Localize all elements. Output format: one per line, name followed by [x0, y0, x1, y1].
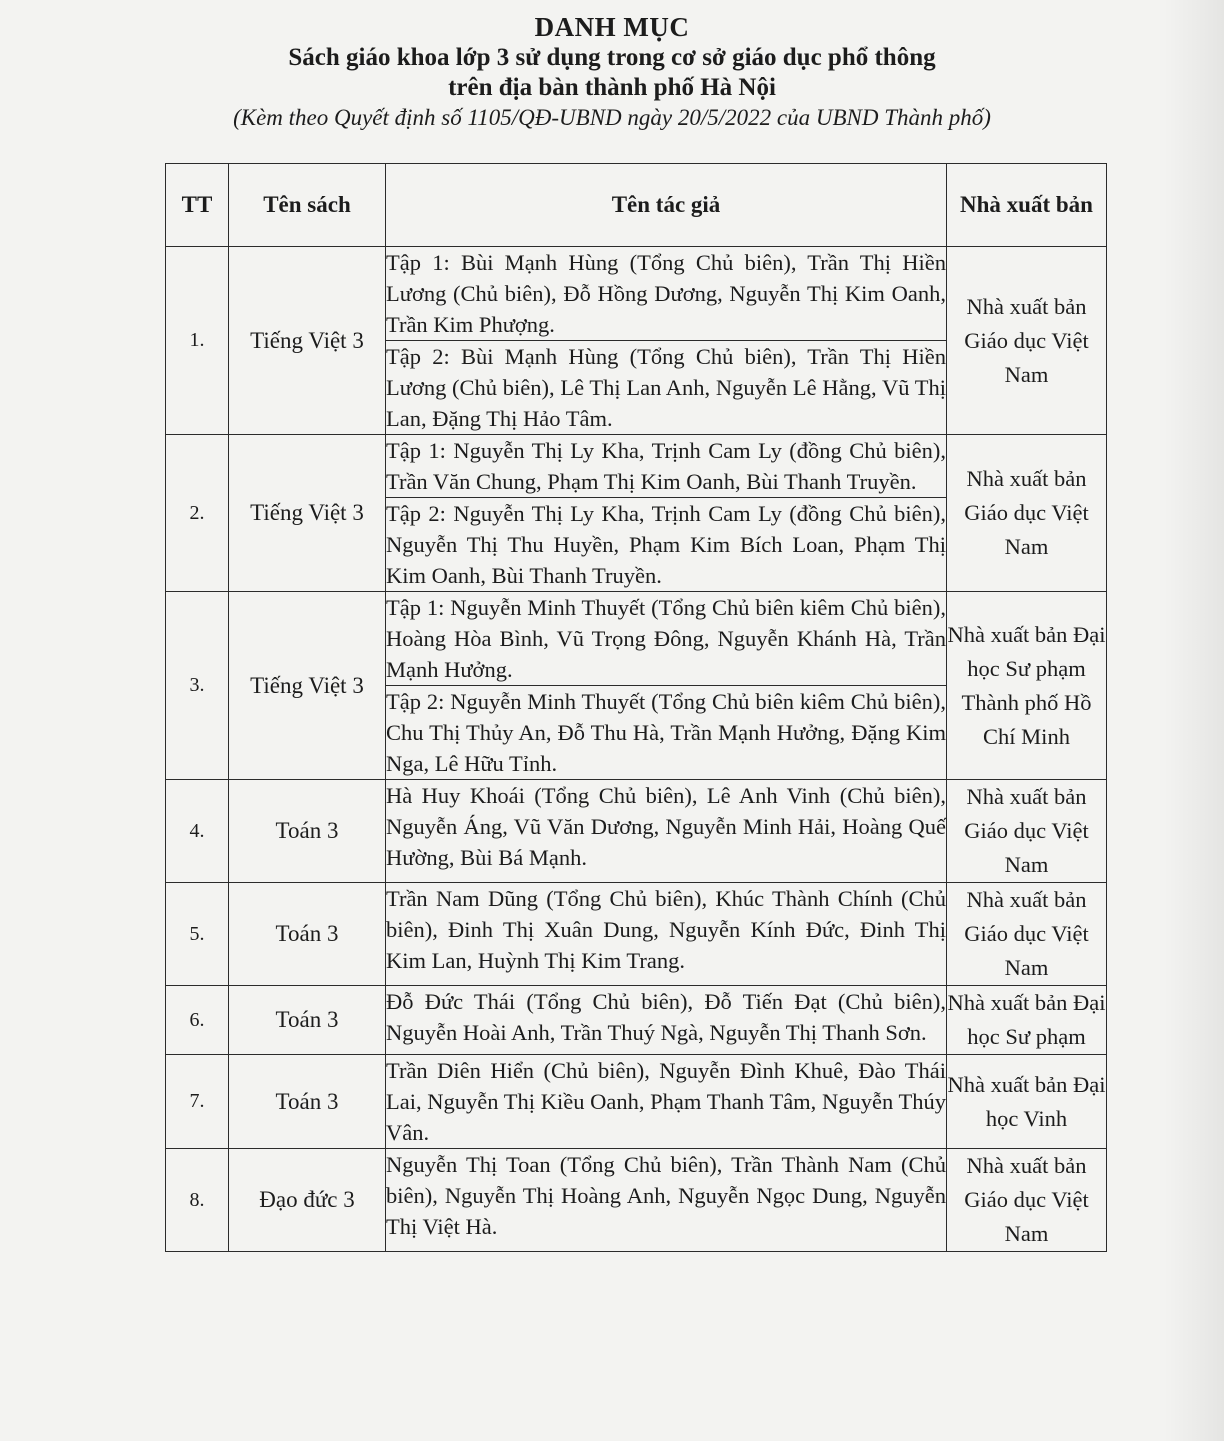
- book-title: Tiếng Việt 3: [229, 247, 386, 435]
- authors-cell: Nguyễn Thị Toan (Tổng Chủ biên), Trần Thành Nam (Chủ biên), Nguyễn Thị Hoàng Anh, Nguyễn Ngọc Dung, Nguyễn Thị Việt Hà.: [386, 1149, 947, 1252]
- book-title: Đạo đức 3: [229, 1149, 386, 1252]
- table-row: [166, 435, 1107, 498]
- row-number: 4.: [166, 780, 229, 883]
- authors-cell: Tập 2: Bùi Mạnh Hùng (Tổng Chủ biên), Trần Thị Hiền Lương (Chủ biên), Lê Thị Lan Anh, Nguyễn Lê Hằng, Vũ Thị Lan, Đặng Thị Hảo Tâm.: [386, 341, 947, 435]
- table-row: [166, 883, 1107, 986]
- authors-cell: Tập 1: Nguyễn Thị Ly Kha, Trịnh Cam Ly (đồng Chủ biên), Trần Văn Chung, Phạm Thị Kim Oanh, Bùi Thanh Truyền.: [386, 435, 947, 498]
- row-number: 8.: [166, 1149, 229, 1252]
- table-row: [166, 247, 1107, 341]
- row-number: 6.: [166, 986, 229, 1055]
- decision-note: (Kèm theo Quyết định số 1105/QĐ-UBND ngày 20/5/2022 của UBND Thành phố): [233, 105, 991, 130]
- textbook-table: [165, 163, 1107, 1252]
- authors-cell: Tập 2: Nguyễn Minh Thuyết (Tổng Chủ biên kiêm Chủ biên), Chu Thị Thủy An, Đỗ Thu Hà, Trần Mạnh Hưởng, Đặng Kim Nga, Lê Hữu Tỉnh.: [386, 686, 947, 780]
- book-title: Toán 3: [229, 883, 386, 986]
- publisher-cell: Nhà xuất bản Giáo dục Việt Nam: [947, 1149, 1107, 1252]
- authors-cell: Trần Nam Dũng (Tổng Chủ biên), Khúc Thành Chính (Chủ biên), Đinh Thị Xuân Dung, Nguyễn Kính Đức, Đinh Thị Kim Lan, Huỳnh Thị Kim Trang.: [386, 883, 947, 986]
- publisher-cell: Nhà xuất bản Đại học Vinh: [947, 1055, 1107, 1149]
- scan-shadow: [1164, 0, 1224, 1441]
- authors-cell: Tập 1: Bùi Mạnh Hùng (Tổng Chủ biên), Trần Thị Hiền Lương (Chủ biên), Đỗ Hồng Dương, Nguyễn Thị Kim Oanh, Trần Kim Phượng.: [386, 247, 947, 341]
- publisher-cell: Nhà xuất bản Đại học Sư phạm Thành phố Hồ Chí Minh: [947, 592, 1107, 780]
- publisher-cell: Nhà xuất bản Giáo dục Việt Nam: [947, 435, 1107, 592]
- row-number: 2.: [166, 435, 229, 592]
- table-row: [166, 592, 1107, 686]
- row-number: 1.: [166, 247, 229, 435]
- header-publisher: Nhà xuất bản: [947, 164, 1107, 247]
- authors-cell: Trần Diên Hiển (Chủ biên), Nguyễn Đình Khuê, Đào Thái Lai, Nguyễn Thị Kiều Oanh, Phạm Thanh Tâm, Nguyễn Thúy Vân.: [386, 1055, 947, 1149]
- row-number: 7.: [166, 1055, 229, 1149]
- publisher-cell: Nhà xuất bản Đại học Sư phạm: [947, 986, 1107, 1055]
- header-tt: TT: [166, 164, 229, 247]
- table-row: [166, 986, 1107, 1055]
- row-number: 5.: [166, 883, 229, 986]
- publisher-cell: Nhà xuất bản Giáo dục Việt Nam: [947, 780, 1107, 883]
- book-title: Tiếng Việt 3: [229, 592, 386, 780]
- book-title: Toán 3: [229, 780, 386, 883]
- table-header-row: [166, 164, 1107, 247]
- authors-cell: Hà Huy Khoái (Tổng Chủ biên), Lê Anh Vinh (Chủ biên), Nguyễn Áng, Vũ Văn Dương, Nguyễn Minh Hải, Hoàng Quế Hường, Bùi Bá Mạnh.: [386, 780, 947, 883]
- book-title: Toán 3: [229, 986, 386, 1055]
- book-title: Tiếng Việt 3: [229, 435, 386, 592]
- book-title: Toán 3: [229, 1055, 386, 1149]
- document-subtitle-line1: Sách giáo khoa lớp 3 sử dụng trong cơ sở giáo dục phổ thông: [288, 44, 936, 71]
- publisher-cell: Nhà xuất bản Giáo dục Việt Nam: [947, 883, 1107, 986]
- document-title: DANH MỤC: [534, 12, 690, 42]
- table-row: [166, 1055, 1107, 1149]
- authors-cell: Tập 1: Nguyễn Minh Thuyết (Tổng Chủ biên kiêm Chủ biên), Hoàng Hòa Bình, Vũ Trọng Đông, Nguyễn Khánh Hà, Trần Mạnh Hưởng.: [386, 592, 947, 686]
- row-number: 3.: [166, 592, 229, 780]
- authors-cell: Đỗ Đức Thái (Tổng Chủ biên), Đỗ Tiến Đạt (Chủ biên), Nguyễn Hoài Anh, Trần Thuý Ngà, Nguyễn Thị Thanh Sơn.: [386, 986, 947, 1055]
- authors-cell: Tập 2: Nguyễn Thị Ly Kha, Trịnh Cam Ly (đồng Chủ biên), Nguyễn Thị Thu Huyền, Phạm Kim Bích Loan, Phạm Thị Kim Oanh, Bùi Thanh Truyền.: [386, 498, 947, 592]
- table-row: [166, 1149, 1107, 1252]
- publisher-cell: Nhà xuất bản Giáo dục Việt Nam: [947, 247, 1107, 435]
- document-subtitle-line2: trên địa bàn thành phố Hà Nội: [448, 74, 776, 101]
- table-body: [166, 247, 1107, 1252]
- table-row: [166, 780, 1107, 883]
- header-book: Tên sách: [229, 164, 386, 247]
- header-authors: Tên tác giả: [386, 164, 947, 247]
